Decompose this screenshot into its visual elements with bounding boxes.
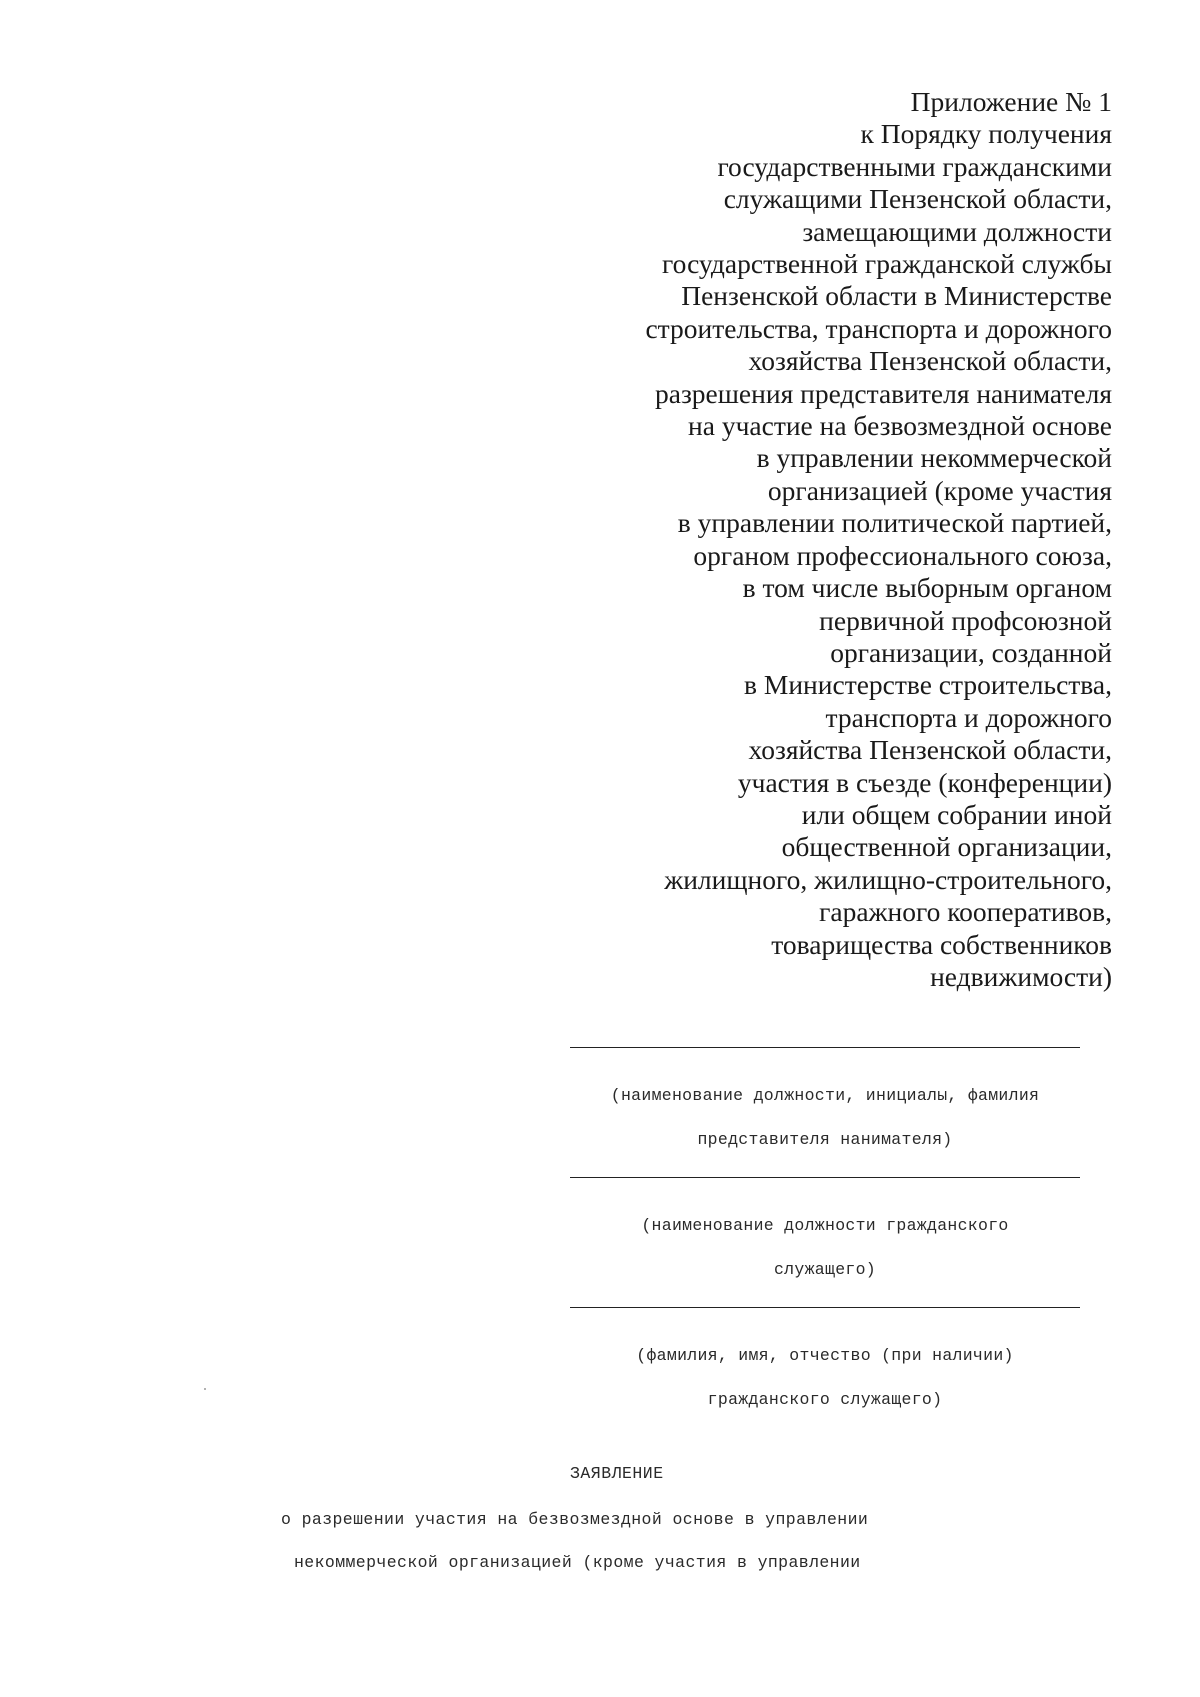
appendix-line: хозяйства Пензенской области, [748, 345, 1112, 377]
appendix-heading [552, 86, 1112, 993]
position-field [570, 1177, 1080, 1292]
employer-field [570, 1047, 1080, 1162]
appendix-line: государственными гражданскими [717, 150, 1112, 182]
statement-title: ЗАЯВЛЕНИЕ [570, 1464, 664, 1483]
employer-blank-line[interactable] [570, 1047, 1080, 1048]
statement-line1: о разрешении участия на безвозмездной основе в управлении [281, 1510, 869, 1529]
name-caption-line2: гражданского служащего) [707, 1390, 943, 1409]
position-caption-line2: служащего) [773, 1260, 877, 1279]
appendix-line: государственной гражданской службы [662, 248, 1112, 280]
appendix-line: жилищного, жилищно-строительного, [664, 863, 1112, 895]
appendix-line: участия в съезде (конференции) [737, 766, 1112, 798]
position-caption-line1: (наименование должности гражданского [641, 1216, 1009, 1235]
appendix-line: органом профессионального союза, [693, 539, 1112, 571]
appendix-line: к Порядку получения [860, 118, 1112, 150]
appendix-line: Пензенской области в Министерстве [681, 280, 1112, 312]
employer-caption-line1: (наименование должности, инициалы, фамилия [610, 1086, 1040, 1105]
appendix-line: товарищества собственников [771, 928, 1112, 960]
appendix-line: замещающими должности [802, 215, 1112, 247]
appendix-line: первичной профсоюзной [819, 604, 1112, 636]
scan-speck [204, 1388, 206, 1390]
appendix-line: разрешения представителя нанимателя [654, 377, 1112, 409]
appendix-line: в том числе выборным органом [742, 572, 1112, 604]
appendix-line: организации, созданной [830, 636, 1112, 668]
statement-line2: некоммерческой организацией (кроме участия в управлении [294, 1553, 861, 1572]
appendix-line: гаражного кооперативов, [819, 896, 1112, 928]
appendix-line: служащими Пензенской области, [723, 183, 1112, 215]
appendix-line: хозяйства Пензенской области, [748, 734, 1112, 766]
appendix-line: строительства, транспорта и дорожного [645, 312, 1112, 344]
appendix-line: общественной организации, [781, 831, 1112, 863]
appendix-line: в Министерстве строительства, [744, 669, 1112, 701]
appendix-line: организацией (кроме участия [767, 474, 1112, 506]
appendix-line: транспорта и дорожного [825, 701, 1112, 733]
appendix-line: на участие на безвозмездной основе [688, 410, 1112, 442]
appendix-line: в управлении некоммерческой [756, 442, 1112, 474]
name-field [570, 1307, 1080, 1422]
employer-caption-line2: представителя нанимателя) [697, 1130, 953, 1149]
appendix-line: в управлении политической партией, [677, 507, 1112, 539]
appendix-line: или общем собрании иной [801, 798, 1112, 830]
name-blank-line[interactable] [570, 1307, 1080, 1308]
position-blank-line[interactable] [570, 1177, 1080, 1178]
appendix-line: недвижимости) [930, 960, 1112, 992]
appendix-line: Приложение № 1 [910, 86, 1112, 117]
name-caption-line1: (фамилия, имя, отчество (при наличии) [636, 1346, 1014, 1365]
